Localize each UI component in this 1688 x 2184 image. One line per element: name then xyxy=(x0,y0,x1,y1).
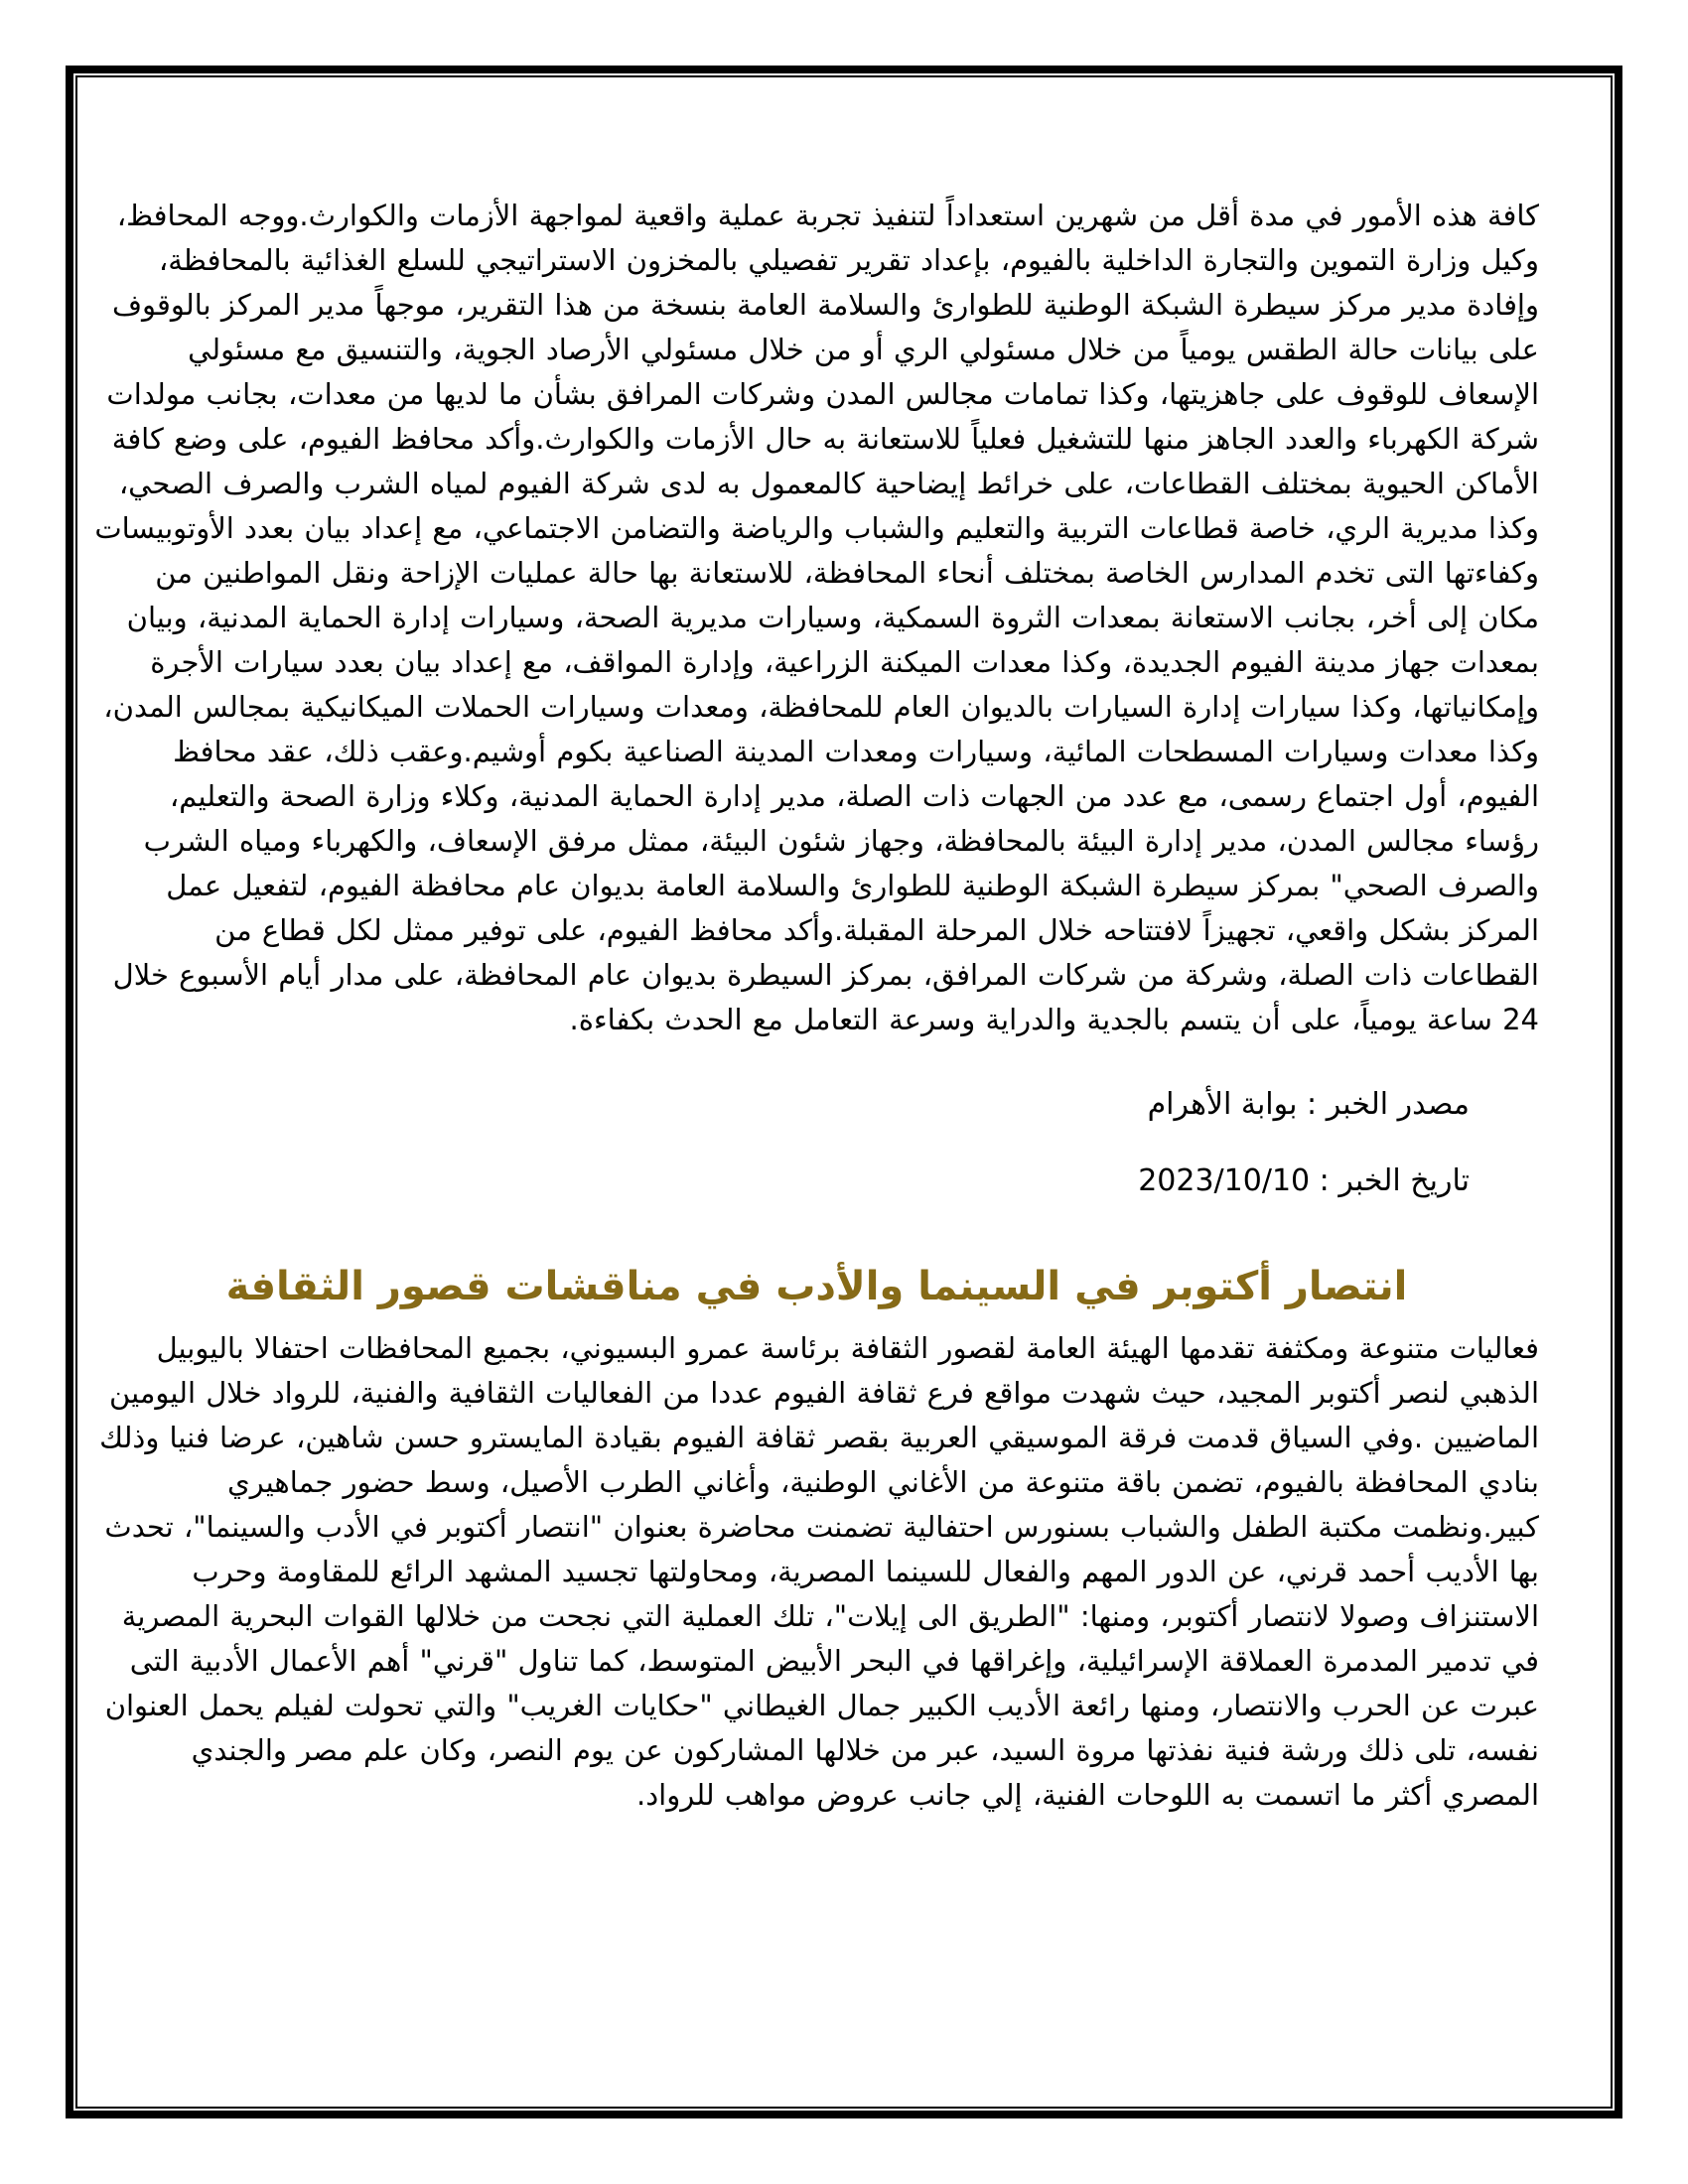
news-date-line xyxy=(94,1159,1470,1203)
article-2-title: انتصار أكتوبر في السينما والأدب في مناقشات قصور الثقافة xyxy=(225,1264,1408,1309)
news-date-label: تاريخ الخبر xyxy=(1338,1163,1470,1198)
news-date-separator: : xyxy=(1310,1163,1339,1198)
page-content xyxy=(94,194,1539,1818)
article-1-body: كافة هذه الأمور في مدة أقل من شهرين استعداداً لتنفيذ تجربة عملية واقعية لمواجهة الأزمات والكوارث.ووجه المحافظ، وكيل وزارة التموين والتجارة الداخلية بالفيوم، بإعداد تقرير تفصيلي بالمخزون الاستراتيجي للسلع الغذائية بالمحافظة، وإفادة مدير مركز سيطرة الشبكة الوطنية للطوارئ والسلامة العامة بنسخة من هذا التقرير، موجهاً مدير المركز بالوقوف على بيانات حالة الطقس يومياً من خلال مسئولي الري أو من خلال مسئولي الأرصاد الجوية، والتنسيق مع مسئولي الإسعاف للوقوف على جاهزيتها، وكذا تمامات مجالس المدن وشركات المرافق بشأن ما لديها من معدات، بجانب مولدات شركة الكهرباء والعدد الجاهز منها للتشغيل فعلياً للاستعانة به حال الأزمات والكوارث.وأكد محافظ الفيوم، على وضع كافة الأماكن الحيوية بمختلف القطاعات، على خرائط إيضاحية كالمعمول به لدى شركة الفيوم لمياه الشرب والصرف الصحي، وكذا مديرية الري، خاصة قطاعات التربية والتعليم والشباب والرياضة والتضامن الاجتماعي، مع إعداد بيان بعدد الأوتوبيسات وكفاءتها التى تخدم المدارس الخاصة بمختلف أنحاء المحافظة، للاستعانة بها حالة عمليات الإزاحة ونقل المواطنين من مكان إلى أخر، بجانب الاستعانة بمعدات الثروة السمكية، وسيارات مديرية الصحة، وسيارات إدارة الحماية المدنية، وبيان بمعدات جهاز مدينة الفيوم الجديدة، وكذا معدات الميكنة الزراعية، وإدارة المواقف، مع إعداد بيان بعدد سيارات الأجرة وإمكانياتها، وكذا سيارات إدارة السيارات بالديوان العام للمحافظة، ومعدات وسيارات الحملات الميكانيكية بمجالس المدن، وكذا معدات وسيارات المسطحات المائية، وسيارات ومعدات المدينة الصناعية بكوم أوشيم.وعقب ذلك، عقد محافظ الفيوم، أول اجتماع رسمى، مع عدد من الجهات ذات الصلة، مدير إدارة الحماية المدنية، وكلاء وزارة الصحة والتعليم، رؤساء مجالس المدن، مدير إدارة البيئة بالمحافظة، وجهاز شئون البيئة، ممثل مرفق الإسعاف، والكهرباء ومياه الشرب والصرف الصحي" بمركز سيطرة الشبكة الوطنية للطوارئ والسلامة العامة بديوان عام محافظة الفيوم، لتفعيل عمل المركز بشكل واقعي، تجهيزاً لافتتاحه خلال المرحلة المقبلة.وأكد محافظ الفيوم، على توفير ممثل لكل قطاع من القطاعات ذات الصلة، وشركة من شركات المرافق، بمركز السيطرة بديوان عام المحافظة، على مدار أيام الأسبوع خلال 24 ساعة يومياً، على أن يتسم بالجدية والدراية وسرعة التعامل مع الحدث بكفاءة. xyxy=(94,199,1539,1036)
news-source-line xyxy=(94,1082,1470,1127)
article-2-body: فعاليات متنوعة ومكثفة تقدمها الهيئة العامة لقصور الثقافة برئاسة عمرو البسيوني، بجميع المحافظات احتفالا باليوبيل الذهبي لنصر أكتوبر المجيد، حيث شهدت مواقع فرع ثقافة الفيوم عددا من الفعاليات الثقافية والفنية، للرواد خلال اليومين الماضيين .وفي السياق قدمت فرقة الموسيقي العربية بقصر ثقافة الفيوم بقيادة المايسترو حسن شاهين، عرضا فنيا وذلك بنادي المحافظة بالفيوم، تضمن باقة متنوعة من الأغاني الوطنية، وأغاني الطرب الأصيل، وسط حضور جماهيري كبير.ونظمت مكتبة الطفل والشباب بسنورس احتفالية تضمنت محاضرة بعنوان "انتصار أكتوبر في الأدب والسينما"، تحدث بها الأديب أحمد قرني، عن الدور المهم والفعال للسينما المصرية، ومحاولتها تجسيد المشهد الرائع للمقاومة وحرب الاستنزاف وصولا لانتصار أكتوبر، ومنها: "الطريق الى إيلات"، تلك العملية التي نجحت من خلالها القوات البحرية المصرية في تدمير المدمرة العملاقة الإسرائيلية، وإغراقها في البحر الأبيض المتوسط، كما تناول "قرني" أهم الأعمال الأدبية التى عبرت عن الحرب والانتصار، ومنها رائعة الأديب الكبير جمال الغيطاني "حكايات الغريب" والتي تحولت لفيلم يحمل العنوان نفسه، تلى ذلك ورشة فنية نفذتها مروة السيد، عبر من خلالها المشاركون عن يوم النصر، وكان علم مصر والجندي المصري أكثر ما اتسمت به اللوحات الفنية، إلي جانب عروض مواهب للرواد. xyxy=(99,1331,1539,1812)
news-source-label: مصدر الخبر xyxy=(1326,1087,1470,1122)
news-source-value: بوابة الأهرام xyxy=(1147,1087,1298,1122)
news-date-value: 2023/10/10 xyxy=(1138,1163,1311,1198)
news-source-separator: : xyxy=(1297,1087,1327,1122)
